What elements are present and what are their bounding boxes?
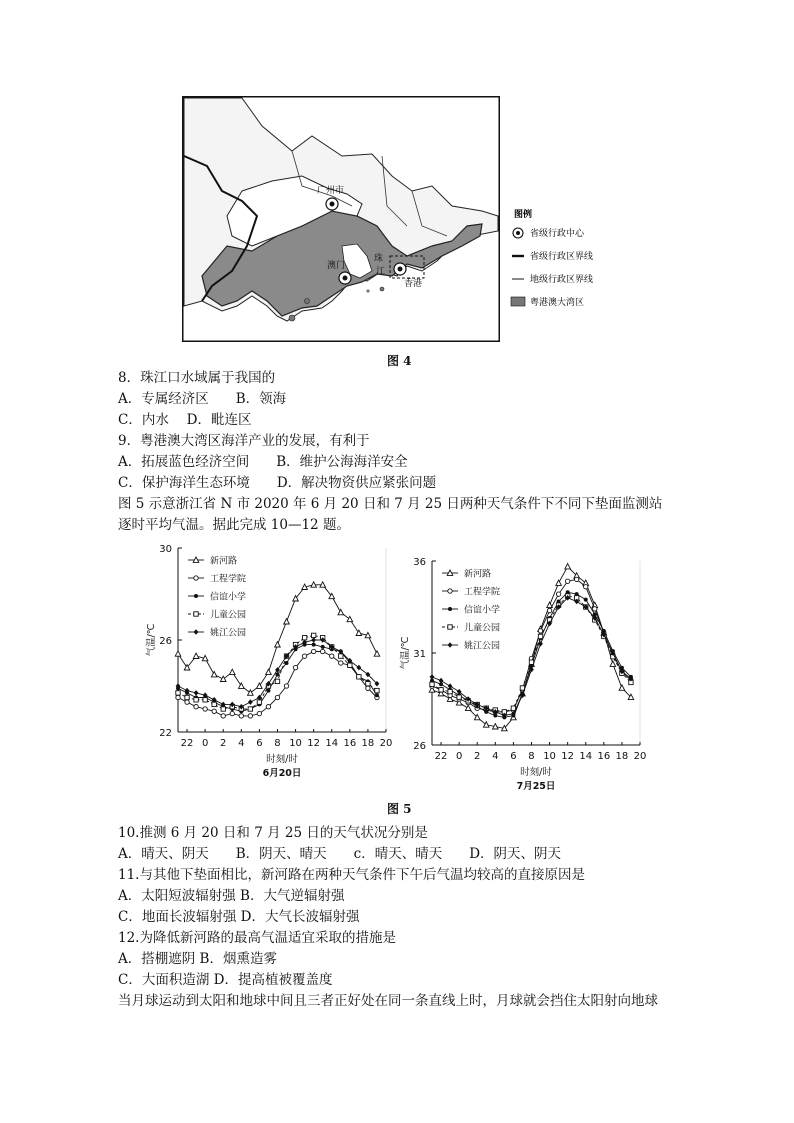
- question-11-options-ab: A．太阳短波辐射强 B．大气逆辐射强: [118, 888, 345, 904]
- x-axis-label: 时刻/时: [266, 754, 298, 765]
- island: [366, 289, 369, 292]
- data-point: [439, 688, 443, 692]
- x-tick-label: 18: [361, 738, 375, 749]
- question-8-options-ab: A．专属经济区 B．领海: [118, 391, 287, 407]
- data-point: [556, 592, 560, 596]
- x-tick-label: 2: [220, 738, 227, 749]
- data-point: [320, 649, 324, 653]
- data-point: [285, 661, 289, 665]
- data-point: [339, 661, 343, 665]
- x-tick-label: 4: [238, 738, 245, 749]
- data-point: [538, 641, 543, 647]
- data-point: [248, 714, 252, 718]
- question-11-options-cd: C．地面长波辐射强 D．大气长波辐射强: [118, 909, 360, 925]
- data-point: [257, 711, 261, 715]
- data-point: [248, 707, 252, 711]
- data-point: [194, 690, 199, 696]
- x-tick-label: 2: [474, 751, 481, 762]
- data-point: [593, 607, 597, 611]
- figure-4-caption: 图 4: [387, 354, 412, 368]
- data-point: [538, 629, 542, 633]
- y-axis-label: 气温/℃: [400, 636, 411, 670]
- label-hongkong: 香港: [404, 279, 423, 289]
- data-point: [311, 633, 315, 637]
- data-point: [212, 702, 216, 706]
- x-tick-label: 14: [325, 738, 339, 749]
- series-3: [176, 643, 379, 714]
- x-tick-label: 12: [561, 751, 575, 762]
- data-point: [185, 700, 189, 704]
- x-tick-label: 0: [201, 738, 209, 749]
- question-12-stem: 12.为降低新河路的最高气温适宜采取的措施是: [118, 930, 396, 946]
- data-point: [339, 654, 343, 658]
- chart-june-20: [140, 540, 393, 795]
- series-line: [432, 592, 631, 717]
- data-point: [448, 689, 452, 693]
- question-10-options: A．晴天、阴天 B．阴天、晴天 c．晴天、晴天 D．阴天、阴天: [118, 846, 562, 862]
- data-point: [465, 705, 471, 710]
- data-point: [538, 634, 542, 638]
- data-point: [430, 682, 434, 686]
- data-point: [203, 707, 207, 711]
- question-9-options-ab: A．拓展蓝色经济空间 B．维护公海海洋安全: [118, 454, 408, 470]
- x-axis-label: 时刻/时: [520, 767, 552, 778]
- legend-label: 工程学院: [464, 587, 501, 598]
- label-river-a: 珠: [374, 254, 384, 264]
- chart-legend: [188, 555, 246, 639]
- data-point: [610, 661, 616, 666]
- label-guangzhou: 广州市: [317, 186, 345, 196]
- data-point: [556, 580, 562, 585]
- x-tick-label: 16: [343, 738, 357, 749]
- data-point: [584, 585, 588, 589]
- data-point: [302, 654, 306, 658]
- series-1: [175, 582, 380, 696]
- data-point: [212, 709, 216, 713]
- x-tick-label: 0: [455, 751, 463, 762]
- data-point: [574, 577, 578, 581]
- x-tick-label: 18: [615, 751, 629, 762]
- legend-marker-icon: [194, 612, 198, 616]
- data-point: [293, 665, 297, 669]
- data-point: [457, 689, 462, 695]
- legend-label: 儿童公园: [210, 610, 247, 621]
- y-tick-label: 26: [159, 636, 172, 647]
- question-11-stem: 11.与其他下垫面相比，新河路在两种天气条件下午后气温均较高的直接原因是: [118, 867, 585, 883]
- data-point: [357, 675, 361, 679]
- data-point: [338, 609, 344, 614]
- x-tick-label: 22: [180, 738, 194, 749]
- question-9-options-cd: C．保护海洋生态环境 D．解决物资供应紧张问题: [118, 475, 437, 491]
- data-point: [248, 690, 254, 695]
- legend-label: 姚江公园: [464, 641, 501, 652]
- macau-capital-icon: [339, 272, 351, 284]
- legend-label-provincial: 省级行政区界线: [530, 252, 594, 262]
- legend-shaded-icon: [511, 297, 525, 306]
- figure-5-caption: 图 5: [387, 802, 412, 816]
- chart-july-25: [394, 553, 647, 798]
- x-tick-label: 4: [492, 751, 499, 762]
- data-point: [211, 672, 217, 677]
- legend-marker-icon: [194, 576, 198, 580]
- data-point: [348, 663, 352, 667]
- y-axis-label: 气温/℃: [146, 623, 157, 657]
- data-point: [430, 674, 435, 680]
- data-point: [175, 651, 181, 656]
- legend-marker-icon: [448, 642, 453, 648]
- legend-marker-icon: [448, 589, 452, 593]
- data-point: [275, 679, 279, 683]
- data-point: [185, 695, 189, 699]
- legend-label: 信谊小学: [464, 605, 501, 616]
- figure-5-intro-line-2: 逐时平均气温。据此完成 10—12 题。: [118, 517, 350, 533]
- question-12-options-ab: A．搭棚遮阴 B．烟熏造雾: [118, 951, 277, 967]
- data-point: [257, 700, 261, 704]
- island: [305, 299, 310, 304]
- data-point: [266, 705, 270, 709]
- data-point: [239, 714, 243, 718]
- data-point: [366, 686, 370, 690]
- data-point: [284, 684, 288, 688]
- x-tick-label: 20: [379, 738, 393, 749]
- figure-5-intro-line-1: 图 5 示意浙江省 N 市 2020 年 6 月 20 日和 7 月 25 日两种天气条件下不同下垫面监测站: [118, 496, 663, 512]
- legend-marker-icon: [448, 625, 452, 629]
- legend-label-capital: 省级行政中心: [530, 229, 585, 239]
- data-point: [321, 645, 325, 649]
- x-tick-label: 10: [543, 751, 556, 762]
- series-2: [430, 577, 633, 714]
- legend-label-prefecture: 地级行政区界线: [530, 275, 594, 285]
- x-tick-label: 10: [289, 738, 302, 749]
- date-label: 7月25日: [516, 781, 556, 792]
- data-point: [312, 643, 316, 647]
- island: [289, 315, 295, 321]
- data-point: [584, 598, 588, 602]
- figure-4: [182, 96, 500, 342]
- data-point: [448, 683, 453, 689]
- y-tick-label: 31: [413, 649, 426, 660]
- data-point: [194, 698, 198, 702]
- legend-marker-icon: [194, 629, 199, 635]
- data-point: [356, 665, 361, 671]
- x-tick-label: 6: [256, 738, 263, 749]
- data-point: [275, 642, 281, 647]
- data-point: [330, 654, 334, 658]
- y-tick-label: 26: [413, 741, 426, 752]
- x-tick-label: 12: [307, 738, 321, 749]
- legend-capital-icon: [513, 228, 523, 238]
- data-point: [565, 579, 569, 583]
- data-point: [529, 660, 533, 664]
- data-point: [176, 691, 180, 695]
- data-point: [229, 669, 235, 674]
- data-point: [248, 699, 253, 705]
- label-macau: 澳门: [327, 261, 346, 271]
- legend-label: 信谊小学: [210, 592, 247, 603]
- series-1: [429, 564, 634, 731]
- data-point: [275, 695, 279, 699]
- data-point: [193, 653, 199, 658]
- y-tick-label: 36: [413, 557, 426, 568]
- series-line: [178, 585, 377, 693]
- y-tick-label: 22: [159, 728, 172, 739]
- guangzhou-capital-icon: [326, 198, 338, 210]
- data-point: [439, 678, 444, 684]
- x-tick-label: 8: [274, 738, 281, 749]
- passage-moon-line: 当月球运动到太阳和地球中间且三者正好处在同一条直线上时，月球就会挡住太阳射向地球: [118, 993, 658, 1009]
- data-point: [284, 619, 290, 624]
- series-4: [430, 594, 633, 714]
- date-label: 6月20日: [262, 768, 302, 779]
- x-tick-label: 20: [633, 751, 647, 762]
- question-10-stem: 10.推测 6 月 20 日和 7 月 25 日的天气状况分别是: [118, 825, 428, 841]
- x-tick-label: 6: [510, 751, 517, 762]
- x-tick-label: 22: [434, 751, 448, 762]
- data-point: [366, 682, 370, 686]
- legend-label-bayarea: 粤港澳大湾区: [530, 298, 585, 308]
- hongkong-capital-icon: [394, 263, 406, 275]
- data-point: [374, 651, 380, 656]
- data-point: [457, 695, 461, 699]
- legend-label: 新河路: [210, 556, 238, 567]
- x-tick-label: 14: [579, 751, 593, 762]
- data-point: [483, 722, 489, 727]
- legend-marker-icon: [448, 607, 452, 611]
- map-legend: [508, 206, 618, 316]
- data-point: [194, 705, 198, 709]
- legend-label: 姚江公园: [210, 628, 247, 639]
- data-point: [375, 688, 379, 692]
- legend-label: 儿童公园: [464, 623, 501, 634]
- data-point: [275, 673, 279, 677]
- data-point: [375, 693, 379, 697]
- legend-title: 图例: [514, 210, 533, 220]
- data-point: [220, 676, 226, 681]
- data-point: [619, 685, 625, 690]
- data-point: [221, 714, 225, 718]
- data-point: [221, 707, 225, 711]
- data-point: [520, 686, 524, 690]
- x-tick-label: 16: [597, 751, 611, 762]
- question-8-options-cd: C．内水 D．毗连区: [118, 412, 252, 428]
- legend-label: 工程学院: [210, 574, 247, 585]
- question-9-stem: 9．粤港澳大湾区海洋产业的发展，有利于: [118, 433, 370, 449]
- data-point: [565, 564, 571, 569]
- data-point: [302, 636, 306, 640]
- chart-legend: [442, 568, 500, 652]
- x-tick-label: 8: [528, 751, 535, 762]
- data-point: [230, 711, 234, 715]
- series-line: [432, 579, 631, 711]
- data-point: [547, 608, 551, 612]
- question-8-stem: 8．珠江口水域属于我国的: [118, 370, 276, 386]
- legend-marker-icon: [194, 594, 198, 598]
- map: [182, 96, 500, 342]
- data-point: [347, 616, 353, 621]
- label-river-b: 江: [376, 267, 386, 277]
- data-point: [203, 698, 207, 702]
- legend-label: 新河路: [464, 569, 492, 580]
- question-12-options-cd: C．大面积造湖 D．提高植被覆盖度: [118, 972, 333, 988]
- y-tick-label: 30: [159, 544, 172, 555]
- series-line: [432, 596, 631, 712]
- island: [380, 287, 384, 291]
- data-point: [266, 669, 272, 674]
- data-point: [176, 695, 180, 699]
- data-point: [311, 649, 315, 653]
